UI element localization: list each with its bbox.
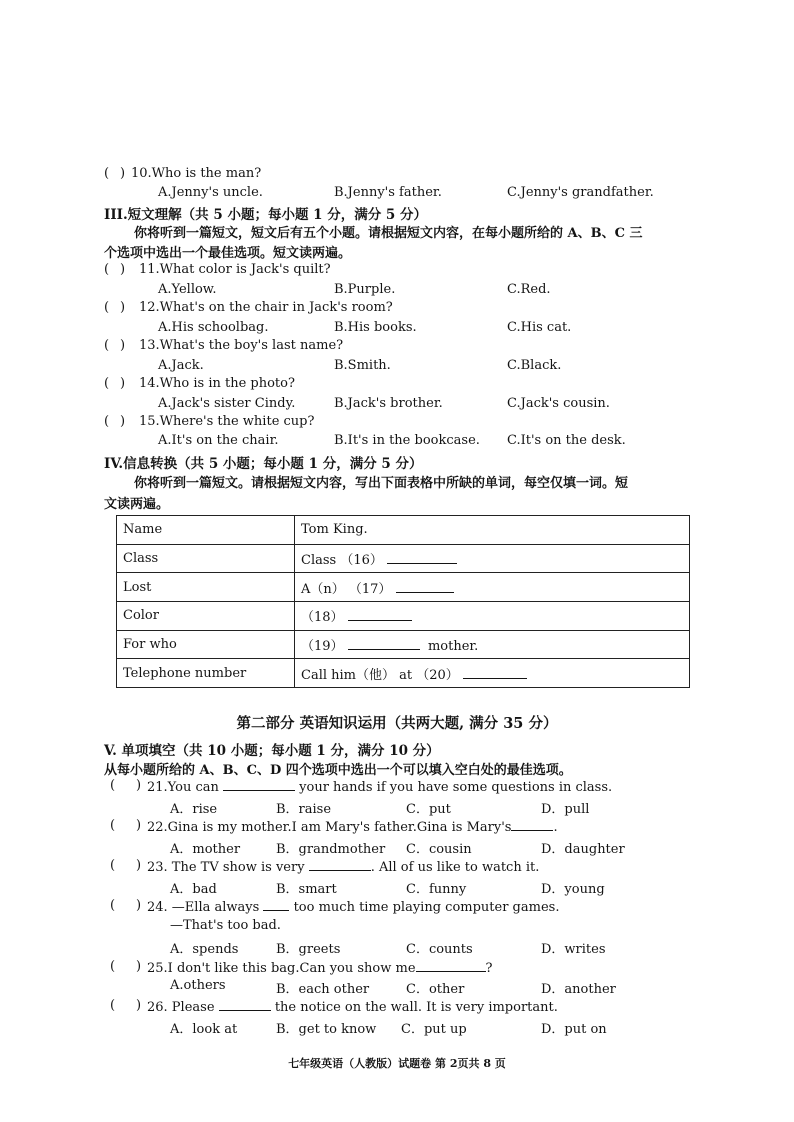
q15-option-a: A.It's on the chair. bbox=[158, 433, 279, 448]
q23-option-c: C．funny bbox=[406, 882, 467, 897]
table-cell bbox=[295, 602, 690, 631]
q11-option-a: A.Yellow. bbox=[158, 282, 217, 297]
question-24 bbox=[147, 898, 559, 915]
table-label: For who bbox=[117, 630, 295, 659]
q15-option-c: C.It's on the desk. bbox=[507, 433, 626, 448]
question-text: 25.I don't like this bag.Can you show me bbox=[147, 961, 416, 976]
answer-blank[interactable] bbox=[223, 778, 295, 791]
q11-option-b: B.Purple. bbox=[334, 282, 396, 297]
table-label: Class bbox=[117, 544, 295, 573]
question-13: 13.What's the boy's last name? bbox=[139, 338, 344, 353]
question-10: 10.Who is the man? bbox=[131, 166, 262, 181]
question-text: . All of us like to watch it. bbox=[370, 860, 540, 875]
answer-blank[interactable] bbox=[511, 818, 553, 831]
info-table bbox=[116, 515, 690, 688]
question-14: 14.Who is in the photo? bbox=[139, 376, 295, 391]
question-22 bbox=[147, 818, 558, 835]
question-26 bbox=[147, 998, 558, 1015]
question-text: 23. The TV show is very bbox=[147, 860, 305, 875]
answer-paren-close: ) bbox=[120, 300, 126, 315]
q21-option-c: C．put bbox=[406, 802, 451, 817]
answer-paren-close: ) bbox=[136, 858, 142, 873]
table-value: Call him（他） at （20） bbox=[301, 667, 459, 683]
q26-option-b: B．get to know bbox=[276, 1022, 377, 1037]
q22-option-b: B．grandmother bbox=[276, 842, 386, 857]
question-text: the notice on the wall. It is very important. bbox=[274, 1000, 558, 1015]
answer-paren-close: ) bbox=[120, 262, 126, 277]
q13-option-c: C.Black. bbox=[507, 358, 562, 373]
q14-option-c: C.Jack's cousin. bbox=[507, 396, 610, 411]
section-5-title: V. 单项填空（共 10 小题；每小题 1 分，满分 10 分） bbox=[104, 743, 440, 759]
table-row bbox=[117, 630, 690, 659]
table-label: Telephone number bbox=[117, 659, 295, 688]
question-24-reply: —That's too bad. bbox=[170, 918, 281, 933]
table-value: （18） bbox=[301, 610, 344, 626]
section-5-instruction: 从每小题所给的 A、B、C、D 四个选项中选出一个可以填入空白处的最佳选项。 bbox=[104, 763, 572, 778]
q10-option-a: A.Jenny's uncle. bbox=[158, 185, 263, 200]
q21-option-b: B．raise bbox=[276, 802, 332, 817]
page-footer: 七年级英语（人教版）试题卷 第 2页共 8 页 bbox=[288, 1057, 506, 1070]
question-11: 11.What color is Jack's quilt? bbox=[139, 262, 331, 277]
table-cell bbox=[295, 573, 690, 602]
answer-paren-close: ) bbox=[120, 338, 126, 353]
table-row bbox=[117, 659, 690, 688]
answer-paren-close: ) bbox=[120, 376, 126, 391]
q21-option-d: D．pull bbox=[541, 802, 590, 817]
q24-option-c: C．counts bbox=[406, 942, 473, 957]
q14-option-a: A.Jack's sister Cindy. bbox=[158, 396, 296, 411]
q22-option-c: C．cousin bbox=[406, 842, 472, 857]
table-value-tail: mother. bbox=[427, 639, 479, 655]
table-label: Name bbox=[117, 516, 295, 545]
answer-blank-20[interactable] bbox=[463, 666, 527, 679]
answer-blank-16[interactable] bbox=[387, 551, 457, 564]
section-4-title: IV.信息转换（共 5 小题；每小题 1 分，满分 5 分） bbox=[104, 456, 423, 472]
table-cell bbox=[295, 659, 690, 688]
q25-option-b: B．each other bbox=[276, 982, 370, 997]
table-row bbox=[117, 602, 690, 631]
question-text: your hands if you have some questions in class. bbox=[299, 780, 613, 795]
q25-option-a: A.others bbox=[170, 978, 226, 993]
table-row bbox=[117, 516, 690, 545]
answer-blank-17[interactable] bbox=[396, 580, 454, 593]
answer-paren-close: ) bbox=[136, 778, 142, 793]
section-3-title: III.短文理解（共 5 小题；每小题 1 分，满分 5 分） bbox=[104, 207, 428, 223]
question-text: ? bbox=[485, 961, 493, 976]
q12-option-c: C.His cat. bbox=[507, 320, 572, 335]
answer-paren-close: ) bbox=[136, 998, 142, 1013]
q15-option-b: B.It's in the bookcase. bbox=[334, 433, 480, 448]
q12-option-a: A.His schoolbag. bbox=[158, 320, 269, 335]
answer-paren-open: ( bbox=[110, 778, 116, 793]
question-text: 26. Please bbox=[147, 1000, 215, 1015]
q24-option-d: D．writes bbox=[541, 942, 606, 957]
q21-option-a: A．rise bbox=[170, 802, 218, 817]
question-25 bbox=[147, 959, 493, 976]
table-label: Color bbox=[117, 602, 295, 631]
q26-option-c: C．put up bbox=[401, 1022, 467, 1037]
answer-paren-open: ( bbox=[104, 338, 110, 353]
question-text: . bbox=[553, 820, 558, 835]
table-row bbox=[117, 573, 690, 602]
q23-option-b: B．smart bbox=[276, 882, 337, 897]
answer-blank[interactable] bbox=[416, 959, 486, 972]
q13-option-a: A.Jack. bbox=[158, 358, 204, 373]
q10-option-b: B.Jenny's father. bbox=[334, 185, 442, 200]
table-value: Tom King. bbox=[295, 516, 690, 545]
q10-option-c: C.Jenny's grandfather. bbox=[507, 185, 654, 200]
question-12: 12.What's on the chair in Jack's room? bbox=[139, 300, 393, 315]
q14-option-b: B.Jack's brother. bbox=[334, 396, 443, 411]
table-label: Lost bbox=[117, 573, 295, 602]
question-21 bbox=[147, 778, 612, 795]
section-4-instruction: 你将听到一篇短文。请根据短文内容，写出下面表格中所缺的单词，每空仅填一词。短 bbox=[134, 476, 629, 491]
answer-paren-open: ( bbox=[104, 376, 110, 391]
table-value: Class （16） bbox=[301, 553, 383, 569]
answer-paren-close: ) bbox=[120, 414, 126, 429]
table-value: （19） bbox=[301, 639, 344, 655]
answer-paren-open: ( bbox=[110, 959, 116, 974]
answer-blank-19[interactable] bbox=[348, 637, 420, 650]
answer-paren-open: ( bbox=[104, 262, 110, 277]
answer-paren-open: ( bbox=[110, 818, 116, 833]
answer-paren-open: ( bbox=[110, 998, 116, 1013]
section-3-instruction: 你将听到一篇短文，短文后有五个小题。请根据短文内容，在每小题所给的 A、B、C 三 bbox=[134, 226, 643, 241]
question-text: 22.Gina is my mother.I am Mary's father.Gina is Mary's bbox=[147, 820, 512, 835]
answer-blank[interactable] bbox=[309, 858, 371, 871]
answer-paren-open: ( bbox=[110, 858, 116, 873]
answer-paren-close: ) bbox=[136, 898, 142, 913]
answer-paren-close: ) bbox=[136, 959, 142, 974]
table-value: A（n） （17） bbox=[301, 581, 392, 597]
question-text: 24. —Ella always bbox=[147, 900, 260, 915]
q23-option-d: D．young bbox=[541, 882, 605, 897]
question-15: 15.Where's the white cup? bbox=[139, 414, 315, 429]
q24-option-b: B．greets bbox=[276, 942, 341, 957]
q24-option-a: A．spends bbox=[170, 942, 239, 957]
table-row bbox=[117, 544, 690, 573]
q25-option-c: C．other bbox=[406, 982, 465, 997]
q26-option-d: D．put on bbox=[541, 1022, 607, 1037]
question-text: too much time playing computer games. bbox=[293, 900, 560, 915]
answer-paren-open: ( bbox=[104, 414, 110, 429]
answer-blank[interactable] bbox=[219, 998, 271, 1011]
q12-option-b: B.His books. bbox=[334, 320, 417, 335]
section-3-instruction-cont: 个选项中选出一个最佳选项。短文读两遍。 bbox=[104, 246, 352, 261]
table-cell bbox=[295, 630, 690, 659]
q26-option-a: A．look at bbox=[170, 1022, 238, 1037]
q22-option-a: A．mother bbox=[170, 842, 241, 857]
part-2-title: 第二部分 英语知识运用（共两大题, 满分 35 分） bbox=[236, 715, 558, 732]
question-text: 21.You can bbox=[147, 780, 219, 795]
q25-option-d: D．another bbox=[541, 982, 616, 997]
answer-paren-close: ) bbox=[136, 818, 142, 833]
answer-blank-18[interactable] bbox=[348, 608, 412, 621]
answer-paren-close: ) bbox=[120, 166, 126, 181]
answer-paren-open: ( bbox=[110, 898, 116, 913]
q23-option-a: A．bad bbox=[170, 882, 217, 897]
table-cell bbox=[295, 544, 690, 573]
question-23 bbox=[147, 858, 539, 875]
answer-paren-open: ( bbox=[104, 300, 110, 315]
q22-option-d: D．daughter bbox=[541, 842, 625, 857]
answer-blank[interactable] bbox=[263, 898, 289, 911]
answer-paren-open: ( bbox=[104, 166, 110, 181]
q11-option-c: C.Red. bbox=[507, 282, 551, 297]
q13-option-b: B.Smith. bbox=[334, 358, 391, 373]
section-4-instruction-cont: 文读两遍。 bbox=[104, 497, 170, 512]
